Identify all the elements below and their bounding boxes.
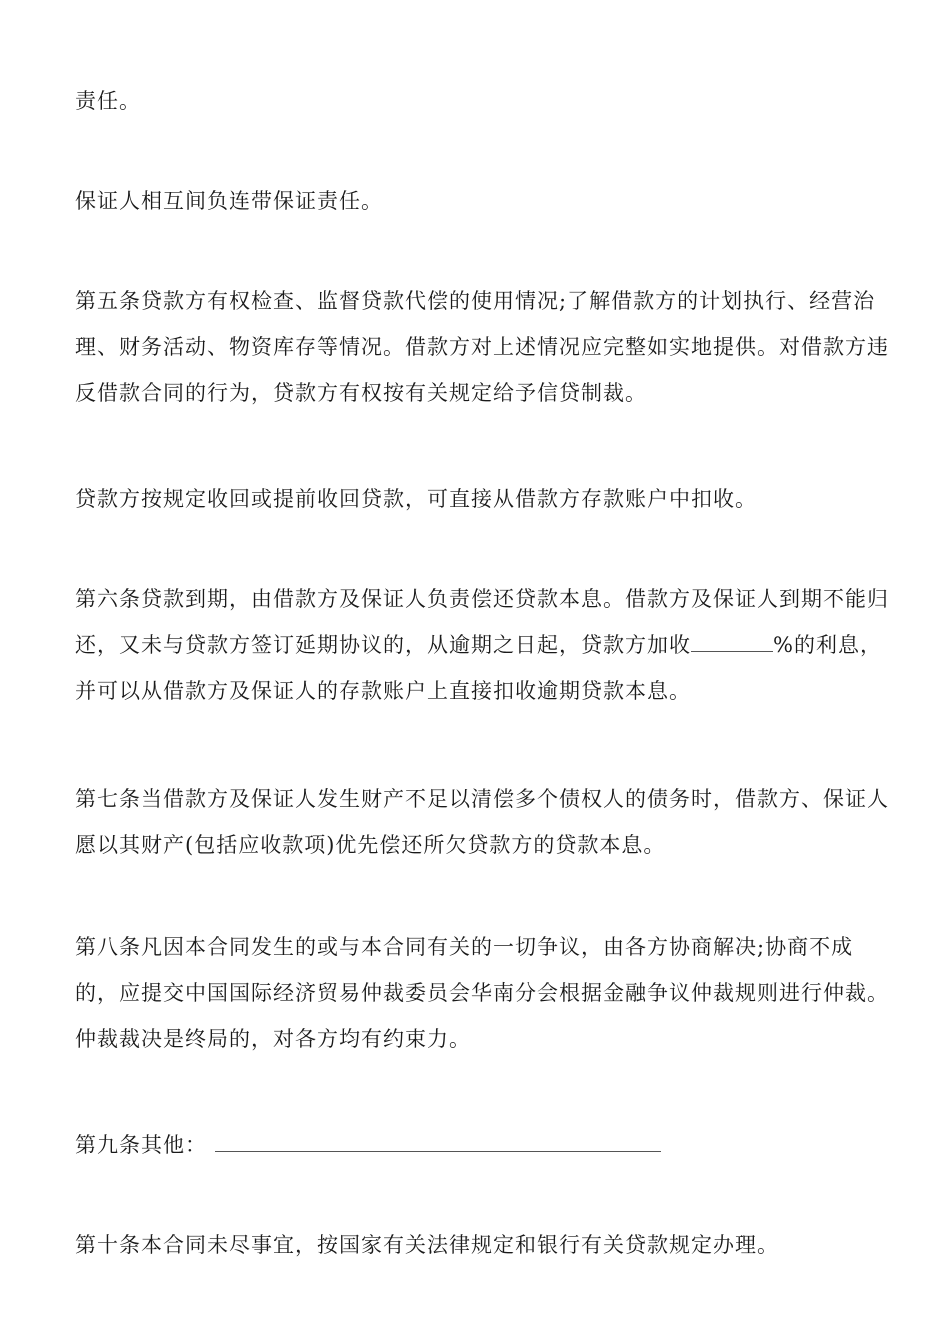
- paragraph-guarantor-joint-liability: 保证人相互间负连带保证责任。: [75, 189, 383, 213]
- other-terms-blank: [215, 1131, 661, 1152]
- paragraph-article-10: 第十条本合同未尽事宜，按国家有关法律规定和银行有关贷款规定办理。: [75, 1233, 779, 1257]
- paragraph-article-6: [75, 576, 890, 714]
- paragraph-article-5: 第五条贷款方有权检查、监督贷款代偿的使用情况;了解借款方的计划执行、经营治理、财务活动、物资库存等情况。借款方对上述情况应完整如实地提供。对借款方违反借款合同的行为，贷款方有权按有关规定给予信贷制裁。: [75, 289, 889, 405]
- paragraph-article-7: 第七条当借款方及保证人发生财产不足以清偿多个债权人的债务时，借款方、保证人愿以其财产(包括应收款项)优先偿还所欠贷款方的贷款本息。: [75, 787, 889, 857]
- paragraph-article-9: [75, 1122, 890, 1168]
- paragraph-responsibility: 责任。: [75, 89, 141, 113]
- interest-rate-blank: [691, 631, 773, 652]
- paragraph-article-8: 第八条凡因本合同发生的或与本合同有关的一切争议，由各方协商解决;协商不成的，应提交中国国际经济贸易仲裁委员会华南分会根据金融争议仲裁规则进行仲裁。仲裁裁决是终局的，对各方均有约束力。: [75, 935, 889, 1051]
- article-6-text-after: %的利息，并可以从借款方及保证人的存款账户上直接扣收逾期贷款本息。: [75, 633, 882, 703]
- paragraph-loan-recovery: 贷款方按规定收回或提前收回贷款，可直接从借款方存款账户中扣收。: [75, 487, 757, 511]
- article-6-text-before: 第六条贷款到期，由借款方及保证人负责偿还贷款本息。借款方及保证人到期不能归还，又未与贷款方签订延期协议的，从逾期之日起，贷款方加收: [75, 587, 889, 657]
- article-9-label: 第九条其他：: [75, 1133, 207, 1157]
